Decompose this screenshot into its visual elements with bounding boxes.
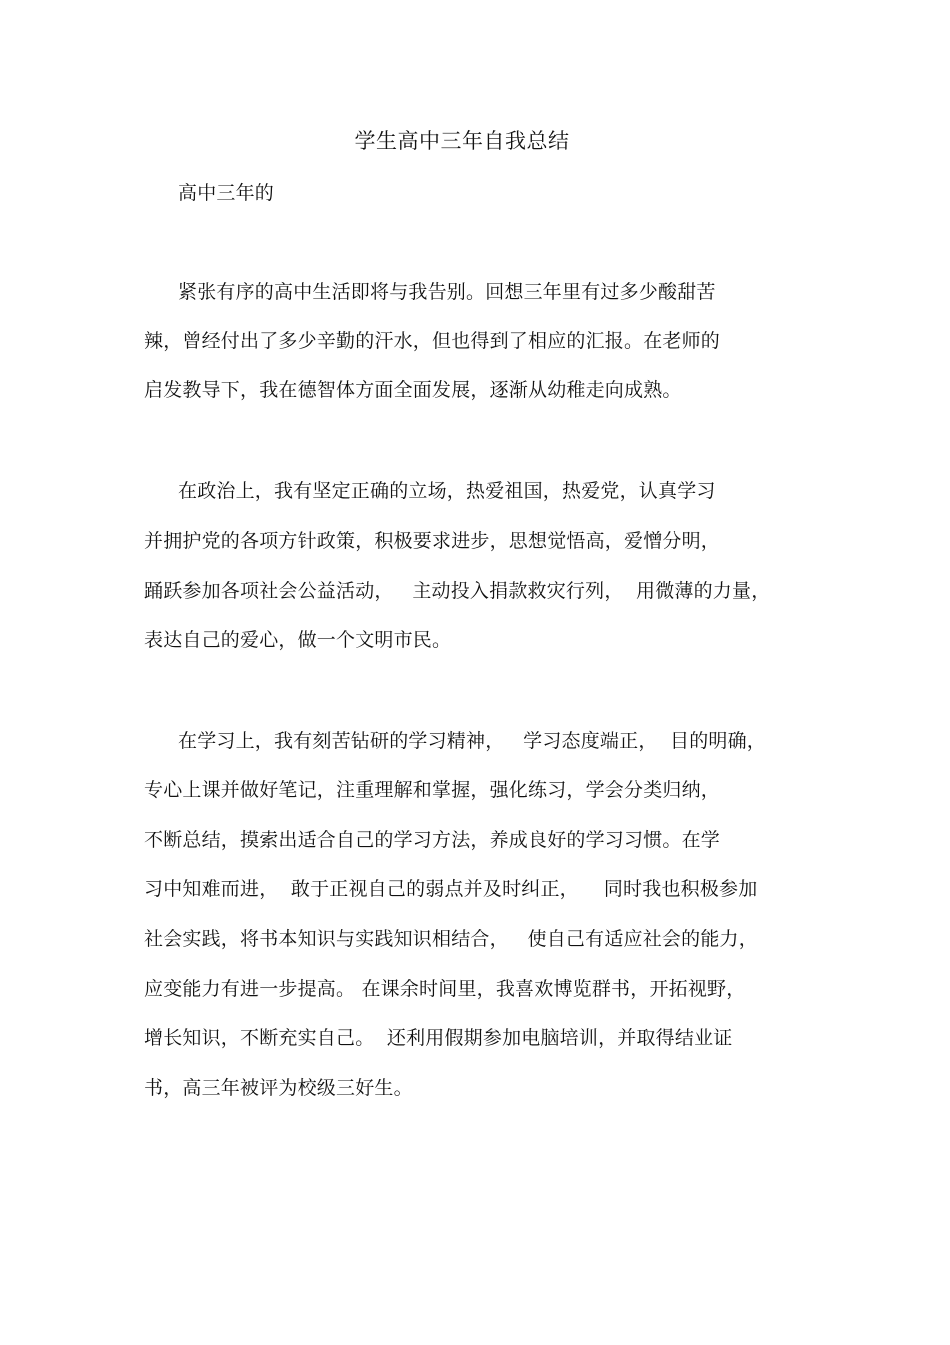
paragraph-line: 紧张有序的高中生活即将与我告别。回想三年里有过多少酸甜苦	[178, 281, 716, 303]
paragraph-line: 在学习上，我有刻苦钻研的学习精神， 学习态度端正， 目的明确，	[178, 730, 766, 752]
paragraph-line: 习中知难而进， 敢于正视自己的弱点并及时纠正， 同时我也积极参加	[144, 878, 758, 900]
paragraph-line: 社会实践，将书本知识与实践知识相结合， 使自己有适应社会的能力，	[144, 928, 758, 950]
paragraph-line: 书，高三年被评为校级三好生。	[144, 1077, 413, 1099]
paragraph-line: 不断总结，摸索出适合自己的学习方法，养成良好的学习习惯。在学	[144, 829, 721, 851]
intro-line: 高中三年的	[178, 182, 275, 204]
paragraph-line: 表达自己的爱心，做一个文明市民。	[144, 629, 452, 651]
paragraph-line: 在政治上，我有坚定正确的立场，热爱祖国，热爱党，认真学习	[178, 480, 716, 502]
paragraph-line: 应变能力有进一步提高。 在课余时间里，我喜欢博览群书，开拓视野，	[144, 978, 746, 1000]
paragraph-line: 辣，曾经付出了多少辛勤的汗水，但也得到了相应的汇报。在老师的	[144, 330, 721, 352]
paragraph-line: 专心上课并做好笔记，注重理解和掌握，强化练习，学会分类归纳，	[144, 779, 721, 801]
paragraph-line: 增长知识，不断充实自己。 还利用假期参加电脑培训，并取得结业证	[144, 1027, 733, 1049]
paragraph-line: 并拥护党的各项方针政策，积极要求进步，思想觉悟高，爱憎分明，	[144, 530, 721, 552]
paragraph-line: 启发教导下，我在德智体方面全面发展，逐渐从幼稚走向成熟。	[144, 379, 682, 401]
document-title: 学生高中三年自我总结	[354, 129, 570, 153]
paragraph-line: 踊跃参加各项社会公益活动， 主动投入捐款救灾行列， 用微薄的力量，	[144, 580, 771, 602]
